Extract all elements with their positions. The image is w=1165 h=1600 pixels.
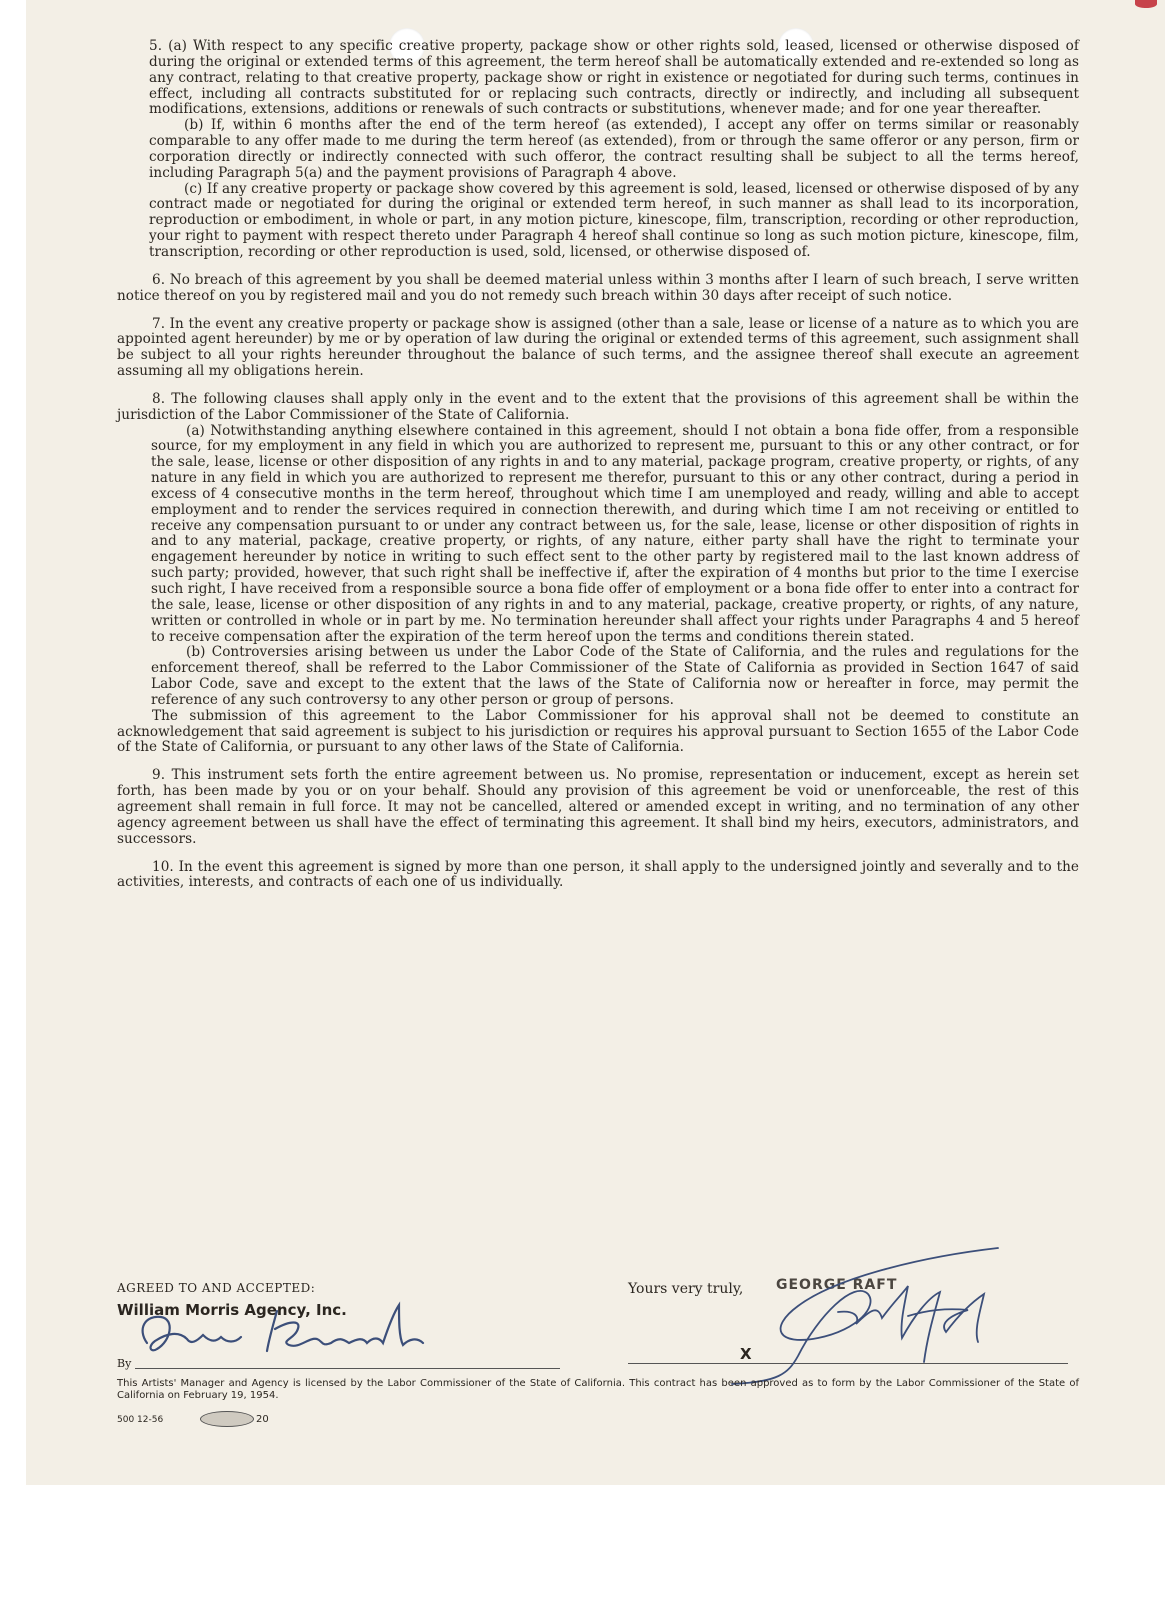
- artist-signature-block: [628, 1277, 1068, 1363]
- yours-very-truly: Yours very truly,: [628, 1281, 744, 1297]
- name-stamp: GEORGE RAFT: [776, 1277, 898, 1293]
- agency-signature-block: [117, 1281, 577, 1370]
- union-number: 20: [256, 1414, 269, 1425]
- agency-signature-image: [117, 1281, 577, 1381]
- paragraph-8-submission: The submission of this agreement to the Labor Commissioner for his approval shall not be deemed to constitute an acknowledgement that said agreement is subject to his jurisdiction or requires his approval pursuant to Section 1655 of the Labor Code of the State of California, or pursuant to any other laws of the State of California.: [117, 707, 1079, 756]
- paragraph-5a: 5. (a) With respect to any specific creative property, package show or other rights sold, leased, licensed or otherwise disposed of during the original or extended terms of this agreement, the term hereof shall be automatically extended and re-extended so long as any contract, relating to that creative property, package show or right in existence or negotiated for during such terms, continues in effect, including all contracts substituted for or replacing such contracts, directly or indirectly, and including all subsequent modifications, extensions, additions or renewals of such contracts or substitutions, whenever made; and for one year thereafter.: [149, 38, 1079, 118]
- paragraph-8b: (b) Controversies arising between us under the Labor Code of the State of California, and the rules and regulations for the enforcement thereof, shall be referred to the Labor Commissioner of the State of California as provided in Section 1647 of said Labor Code, save and except to the extent that the laws of the State of California now or hereafter in force, may permit the reference of any such controversy to any other person or group of persons.: [151, 644, 1079, 708]
- paragraph-7: 7. In the event any creative property or package show is assigned (other than a sale, lease or license of a nature as to which you are appointed agent hereunder) by me or by operation of law during the original or extended terms of this agreement, such assignment shall be subject to all your rights hereunder throughout the balance of such terms, and the assignee thereof shall execute an agreement assuming all my obligations herein.: [117, 315, 1079, 380]
- agreed-label: AGREED TO AND ACCEPTED:: [117, 1281, 316, 1295]
- paragraph-6: 6. No breach of this agreement by you shall be deemed material unless within 3 months after I learn of such breach, I serve written notice thereof on you by registered mail and you do not remedy such breach within 30 days after receipt of such notice.: [117, 271, 1079, 304]
- paragraph-10: 10. In the event this agreement is signed by more than one person, it shall apply to the undersigned jointly and severally and to the activities, interests, and contracts of each one of us individually.: [117, 858, 1079, 891]
- union-bug-logo: [200, 1411, 254, 1427]
- paragraph-5c: (c) If any creative property or package show covered by this agreement is sold, leased, licensed or otherwise disposed of by any contract made or negotiated for during the original or extended term hereof, in such manner as shall lead to its incorporation, reproduction or embodiment, in whole or part, in any motion picture, kinescope, film, transcription, recording or other reproduction, your right to payment with respect thereto under Paragraph 4 hereof shall continue so long as such motion picture, kinescope, film, transcription, recording or other reproduction is used, sold, licensed, or otherwise disposed of.: [149, 180, 1079, 260]
- artist-signature-image: [628, 1246, 1068, 1386]
- by-label: By: [117, 1357, 132, 1370]
- form-number: 500 12-56: [117, 1415, 164, 1425]
- corner-mark: [1135, 0, 1157, 8]
- paragraph-9: 9. This instrument sets forth the entire agreement between us. No promise, representation or inducement, except as herein set forth, has been made by you or on your behalf. Should any provision of this agreement be void or unenforceable, the rest of this agreement shall remain in full force. It may not be cancelled, altered or amended except in writing, and no termination of any other agency agreement between us shall have the effect of terminating this agreement. It shall bind my heirs, executors, administrators, and successors.: [117, 767, 1079, 847]
- paragraph-5b: (b) If, within 6 months after the end of the term hereof (as extended), I accept any offer on terms similar or reasonably comparable to any offer made to me during the term hereof (as extended), from or through the same offeror or any person, firm or corporation directly or indirectly connected with such offeror, the contract resulting shall be subject to all the terms hereof, including Paragraph 5(a) and the payment provisions of Paragraph 4 above.: [149, 117, 1079, 181]
- paragraph-8: 8. The following clauses shall apply only in the event and to the extent that the provisions of this agreement shall be within the jurisdiction of the Labor Commissioner of the State of California.: [117, 390, 1079, 423]
- paragraph-8a: (a) Notwithstanding anything elsewhere contained in this agreement, should I not obtain a bona fide offer, from a responsible source, for my employment in any field in which you are authorized to represent me, pursuant to this or any other contract, or for the sale, lease, license or other disposition of any rights in and to any material, package program, creative property, or rights, of any nature in any field in which you are authorized to represent me therefor, pursuant to this or any other contract, during a period in excess of 4 consecutive months in the term hereof, throughout which time I am unemployed and ready, willing and able to accept employment and to render the services required in connection therewith, and during which time I am not receiving or entitled to receive any compensation pursuant to or under any contract between us, for the sale, lease, license or other disposition of rights in and to any material, package, creative property, or rights, of any nature, either party shall have the right to terminate your engagement hereunder by notice in writing to such effect sent to the other party by registered mail to the last known address of such party; provided, however, that such right shall be ineffective if, after the expiration of 4 months but prior to the time I exercise such right, I have received from a responsible source a bona fide offer of employment or a bona fide offer to enter into a contract for the sale, lease, license or other disposition of any rights in and to any material, package, creative property, or rights, of any nature, written or controlled in whole or in part by me. No termination hereunder shall affect your rights under Paragraphs 4 and 5 hereof to receive compensation after the expiration of the term hereof upon the terms and conditions therein stated.: [151, 422, 1079, 645]
- license-notice: This Artists' Manager and Agency is licensed by the Labor Commissioner of the State of California. This contract has been approved as to form by the Labor Commissioner of the State of California on February 19, 1954.: [117, 1378, 1079, 1401]
- agency-name: William Morris Agency, Inc.: [117, 1301, 347, 1319]
- agreement-body: [117, 39, 1079, 891]
- x-mark: X: [740, 1345, 752, 1363]
